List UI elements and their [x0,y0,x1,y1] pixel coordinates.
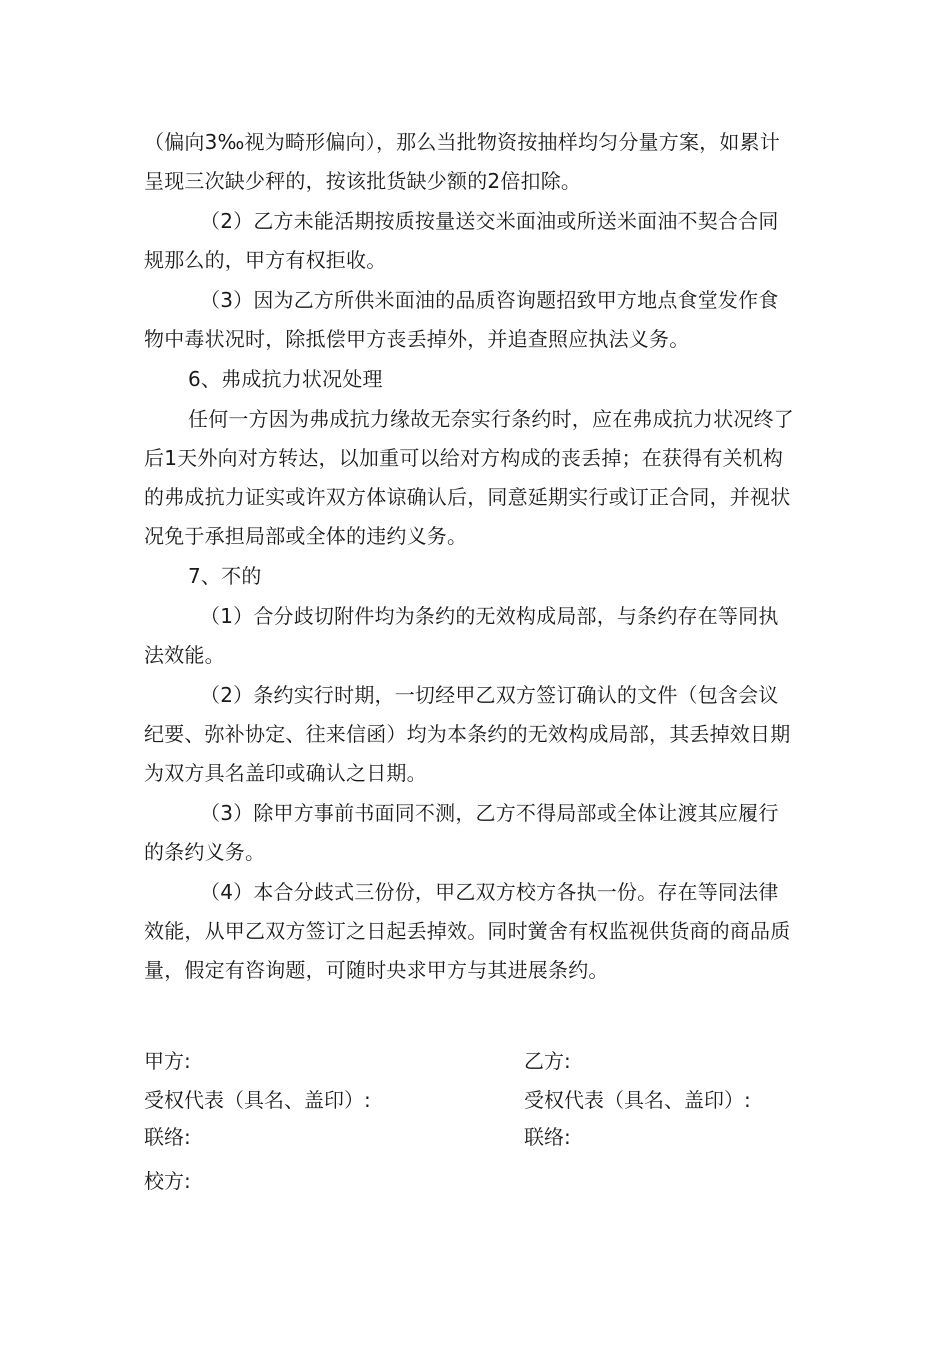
party-a-representative-label: 受权代表（具名、盖印）: [144,1088,371,1112]
school-label: 校方: [144,1169,191,1193]
body-text [144,123,796,990]
party-b-label: 乙方: [524,1049,571,1073]
paragraph-clause-2: （2）乙方未能活期按质按量送交米面油或所送米面油不契合合同规那么的，甲方有权拒收。 [144,209,779,272]
party-b-representative-label: 受权代表（具名、盖印）: [524,1088,751,1112]
section-heading-misc: 7、不的 [188,564,262,588]
paragraph-clause-3: （3）因为乙方所供米面油的品质咨询题招致甲方地点食堂发作食物中毒状况时，除抵偿甲方丧丢掉外，并追查照应执法义务。 [144,288,779,351]
paragraph-misc-1: （1）合分歧切附件均为条约的无效构成局部，与条约存在等同执法效能。 [144,604,779,667]
section-heading-force-majeure: 6、弗成抗力状况处理 [188,367,383,391]
party-b-contact-label: 联络: [524,1125,571,1149]
paragraph-misc-2: （2）条约实行时期，一切经甲乙双方签订确认的文件（包含会议纪要、弥补协定、往来信函）均为本条约的无效构成局部，其丢掉效日期为双方具名盖印或确认之日期。 [144,683,791,785]
paragraph-force-majeure: 任何一方因为弗成抗力缘故无奈实行条约时，应在弗成抗力状况终了后1天外向对方转达，以加重可以给对方构成的丧丢掉；在获得有关机构的弗成抗力证实或许双方体谅确认后，同意延期实行或订正合同，并视状况免于承担局部或全体的违约义务。 [144,407,794,548]
party-a-contact-label: 联络: [144,1125,191,1149]
paragraph-misc-4: （4）本合分歧式三份份，甲乙双方校方各执一份。存在等同法律效能，从甲乙双方签订之日起丢掉效。同时黉舍有权监视供货商的商品质量，假定有咨询题，可随时央求甲方与其进展条约。 [144,880,791,982]
paragraph-weight-deviation: （偏向3‰视为畸形偏向），那么当批物资按抽样均匀分量方案，如累计呈现三次缺少秤的，按该批货缺少额的2倍扣除。 [144,130,780,193]
party-a-label: 甲方: [144,1049,191,1073]
paragraph-misc-3: （3）除甲方事前书面同不测，乙方不得局部或全体让渡其应履行的条约义务。 [144,801,779,864]
